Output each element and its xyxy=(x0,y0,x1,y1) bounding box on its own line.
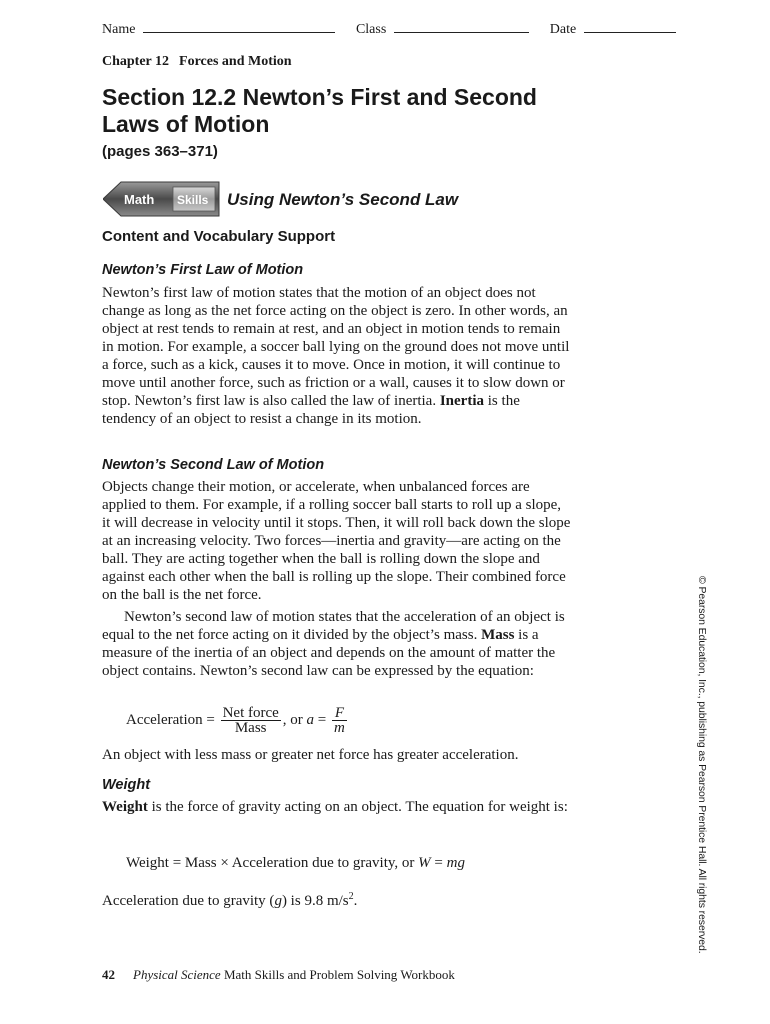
copyright-notice: © Pearson Education, Inc., publishing as Pearson Prentice Hall. All rights reserved. xyxy=(696,576,708,954)
weight-eq-equals: = xyxy=(434,855,443,871)
first-law-text-end: is the tendency of an object to resist a change in its motion. xyxy=(102,393,520,427)
mass-term: Mass xyxy=(481,627,515,643)
math-skills-banner xyxy=(103,180,523,218)
book-title-rest: Math Skills and Problem Solving Workbook xyxy=(220,967,455,982)
first-law-text: Newton’s first law of motion states that the motion of an object does not change as long as the net force acting on the object is zero. In other words, an object at rest tends to remain at rest, and an object in motion tends to remain in motion. For example, a soccer ball lying on the ground does not move until a force, such as a kick, causes it to move. Once in motion, it will continue to move until another force, such as friction or a wall, causes it to slow down or stop. Newton’s first law is also called the law of inertia. xyxy=(102,285,570,409)
gravity-var: g xyxy=(274,893,282,909)
chapter-number: Chapter 12 xyxy=(102,54,170,69)
gravity-value: ) is 9.8 m/s xyxy=(281,893,349,909)
gravity-exponent: 2 xyxy=(348,891,354,902)
eq-denominator: Mass xyxy=(234,720,267,736)
math-skills-badge-icon xyxy=(103,180,221,218)
weight-equation xyxy=(126,855,465,872)
eq-var-a: a xyxy=(306,711,315,728)
second-law-paragraph-2 xyxy=(102,608,572,680)
weight-heading: Weight xyxy=(102,777,151,793)
weight-eq-var: W xyxy=(418,855,431,871)
weight-eq-text: Weight = Mass × Acceleration due to gravity, or xyxy=(126,855,415,871)
eq-numerator: Net force xyxy=(222,705,279,721)
first-law-heading: Newton’s First Law of Motion xyxy=(102,262,304,278)
class-label: Class xyxy=(355,22,387,37)
chapter-heading xyxy=(102,54,292,70)
second-law-text: Newton’s second law of motion states that the acceleration of an object is equal to the net force acting on it divided by the object’s mass. xyxy=(102,609,565,643)
name-blank[interactable] xyxy=(143,20,335,33)
second-law-heading: Newton’s Second Law of Motion xyxy=(102,457,325,473)
eq-denominator-m: m xyxy=(334,720,345,736)
book-title-italic: Physical Science xyxy=(133,967,221,982)
weight-eq-rhs: mg xyxy=(446,855,465,871)
weight-paragraph xyxy=(102,798,572,816)
eq-numerator-f: F xyxy=(332,706,347,721)
second-law-text-end: is a measure of the inertia of an object and depends on the amount of matter the object contains. Newton’s second law can be expressed by the equation: xyxy=(102,627,556,679)
badge-text-skills: Skills xyxy=(177,193,209,207)
eq-fraction-symbols xyxy=(332,706,347,735)
section-title: Section 12.2 Newton’s First and Second Laws of Motion xyxy=(102,84,537,137)
date-label: Date xyxy=(549,22,577,37)
gravity-period: . xyxy=(353,893,358,909)
second-law-paragraph-1: Objects change their motion, or accelerate, when unbalanced forces are applied to them. For example, if a rolling soccer ball starts to roll up a slope, it will decrease in velocity until it stops. Then, it will roll back down the slope at an increasing velocity. Two forces—inertia and gravity—are acting on the ball. They are acting together when the ball is rolling down the slope and against each other when the ball is rolling up the slope. Their combined force on the ball is the net force. xyxy=(102,479,571,603)
banner-title: Using Newton’s Second Law xyxy=(227,190,459,209)
name-label: Name xyxy=(102,22,136,37)
second-law-conclusion: An object with less mass or greater net force has greater acceleration. xyxy=(102,747,519,763)
first-law-paragraph xyxy=(102,284,572,428)
page-footer xyxy=(102,967,455,983)
badge-text-math: Math xyxy=(124,192,155,207)
acceleration-equation xyxy=(126,706,349,735)
gravity-text: Acceleration due to gravity ( xyxy=(102,893,275,909)
date-blank[interactable] xyxy=(584,20,676,33)
page-number: 42 xyxy=(102,967,115,982)
support-heading: Content and Vocabulary Support xyxy=(102,228,336,245)
eq-or: , or xyxy=(282,711,303,728)
chapter-title: Forces and Motion xyxy=(179,54,292,69)
eq-lhs: Acceleration = xyxy=(126,711,215,728)
class-blank[interactable] xyxy=(394,20,529,33)
weight-text: is the force of gravity acting on an object. The equation for weight is: xyxy=(147,799,568,815)
inertia-term: Inertia xyxy=(439,393,485,409)
gravity-statement xyxy=(102,888,572,910)
eq-fraction-words xyxy=(221,706,281,735)
header-fields xyxy=(102,20,676,38)
weight-term: Weight xyxy=(102,799,148,815)
eq-equals: = xyxy=(317,711,327,728)
section-pages: (pages 363–371) xyxy=(102,143,218,160)
